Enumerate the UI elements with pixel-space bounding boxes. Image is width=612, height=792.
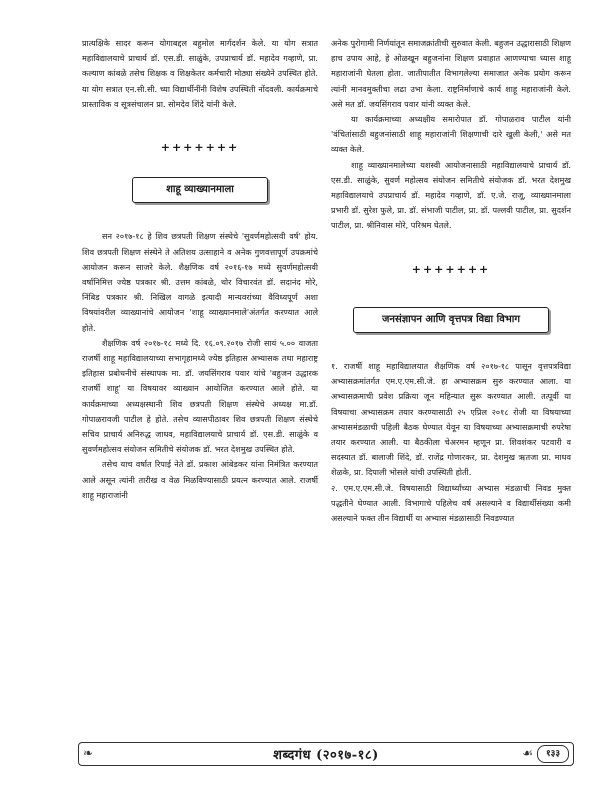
publication-title: शब्दगंध (२०१७-१८) — [273, 748, 379, 763]
numbered-paragraph: १. राजर्षी शाहू महाविद्यालयात शैक्षणिक वर्ष २०१७-१८ पासून वृत्तपत्रविद्या अभ्यासक्रमांतर्गत एम.ए.एम.सी.जे. हा अभ्यासक्रम सुरु करण्यात आला. या अभ्यासक्रमाची प्रवेश प्रक्रिया जून महिन्यात सुरू करण्यात आली. तत्पूर्वी या विषयाचा अभ्यासक्रम तयार करण्यासाठी २५ एप्रिल २०१८ रोजी या विषयाच्या अभ्यासमंडळाची पहिली बैठक घेण्यात येवून या विषयाच्या अभ्यासक्रमाची रुपरेषा तयार करण्यात आली. या बैठकीला चेअरमन म्हणून प्रा. शिवशंकर पटवारी व सदस्यात डॉ. बालाजी शिंदे, डॉ. राजेंद्र गोणारकर, प्रा. देशमुख ऋतजा प्रा. माधव शेळके, प्रा. दिपाली भोसले यांची उपस्थिती होती. — [331, 361, 571, 478]
section-heading-shahu-lecture-series: शाहू व्याख्यानमाला — [132, 177, 268, 203]
body-paragraph: या कार्यक्रमाच्या अध्यक्षीय समारोपात डॉ. गोपाळराव पाटील यांनी 'वंचितांसाठी बहुजनांसाठी शाहू महाराजांनी शिक्षणाची दारे खुली केली,' असे मत व्यक्त केले. — [331, 114, 571, 155]
page-footer — [78, 742, 574, 766]
body-paragraph: तसेच याच वर्षात रिपाई नेते डॉ. प्रकाश आंबेडकर यांना निमंत्रित करण्यात आले असून त्यांनी तारीख व वेळ मिळविण्यासाठी प्रयत्न करण्यात आले. राजर्षी शाहू महाराजांनी — [82, 459, 318, 500]
body-paragraph: शैक्षणिक वर्ष २०१७-१८ मध्ये दि. १६.०९.२०१७ रोजी सायं ५.०० वाजता राजर्षी शाहू महाविद्यालयाच्या सभागृहामध्ये ज्येष्ठ इतिहास अभ्यासक तथा महाराष्ट्र इतिहास प्रबोधनीचे संस्थापक मा. डॉ. जयसिंगराव पवार यांचे 'बहुजन उद्धारक राजर्षी शाहू' या विषयावर व्याख्यान आयोजित करण्यात आले होते. या कार्यक्रमाच्या अध्यक्षस्थानी शिव छत्रपती शिक्षण संस्थेचे अध्यक्ष मा.डॉ. गोपाळरावजी पाटील हे होते. तसेच व्यासपीठावर शिव छत्रपती शिक्षण संस्थेचे सचिव प्राचार्य अनिरुद्ध जाधव, महाविद्यालयाचे प्राचार्य डॉ. एस.डी. साळुंके व सुवर्णमहोत्सव संयोजन समितीचे संयोजक डॉ. भरत देशमुख उपस्थित होते. — [82, 337, 318, 455]
section-divider-stars: +++++++ — [160, 141, 240, 155]
numbered-paragraph: २. एम.ए.एम.सी.जे. विषयासाठी विद्यार्थ्यांच्या अभ्यास मंडळाची निवड मुक्त पद्धतीने घेण्यात आली. विभागाचे पहिलेच वर्ष असल्याने व विद्यार्थीसंख्या कमी असल्याने फक्त तीन विद्यार्थी या अभ्यास मंडळासाठी निवडण्यात — [331, 482, 571, 524]
section-divider-stars: +++++++ — [411, 262, 491, 276]
section-heading-journalism-department: जनसंज्ञापन आणि वृत्तपत्र विद्या विभाग — [353, 307, 549, 333]
right-column — [331, 36, 571, 526]
body-paragraph: शाहू व्याख्यानमालेच्या यशस्वी आयोजनासाठी महाविद्यालयाचे प्राचार्य डॉ. एस.डी. साळुंके, सुवर्ण महोत्सव संयोजन समितीचे संयोजक डॉ. भरत देशमुख महाविद्यालयाचे उपप्राचार्य डॉ. महादेव गव्हाणे, डॉ. ए.जे. राजू, व्याख्यानमाला प्रभारी डॉ. सुरेश फुले, प्रा. डॉ. संभाजी पाटील, प्रा. डॉ. पल्लवी पाटील, प्रा. सुदर्शन पाटील, प्रा. श्रीनिवास मोरे, परिश्रम घेतले. — [331, 159, 571, 231]
ornament-icon: ☙ — [522, 746, 533, 760]
body-paragraph: अनेक पुरोगामी निर्णयांतून समाजक्रांतीची सुरुवात केली. बहुजन उद्धारासाठी शिक्षण हाच उपाय आहे, हे ओळखून बहुजनांना शिक्षण प्रवाहात आणण्याचा ध्यास शाहू महाराजांनी घेतला होता. जातीपातीत विभागलेल्या समाजात अनेक प्रयोग करून त्यांनी मानवमुक्तीचा लढा उभा केला. राष्ट्रनिर्माणाचे कार्य शाहू महाराजांनी केले. असे मत डॉ. जयसिंगराव पवार यांनी व्यक्त केले. — [331, 38, 571, 109]
left-column — [82, 36, 318, 503]
body-paragraph: सन २०१७-१८ हे शिव छत्रपती शिक्षण संस्थेचे 'सुवर्णमहोत्सवी वर्ष' होय. शिव छत्रपती शिक्षण संस्थेने ते अतिशय उत्साहाने व अनेक गुणवत्तापूर्ण उपक्रमांचे आयोजन करून साजरे केले. शैक्षणिक वर्ष २०१६-१७ मध्ये सुवर्णमहोत्सवी वर्षानिमित्त ज्येष्ठ पत्रकार श्री. उत्तम कांबळे, थोर विचारवंत डॉ. सदानंद मोरे, निंबिड पत्रकार श्री. निखिल वागळे इत्यादी मान्यवरांच्या वैविध्यपूर्ण अशा विषयांवरील व्याख्यानांचे आयोजन 'शाहू व्याख्यानमाले'अंतर्गत करण्यात आले होते. — [82, 231, 318, 333]
page-number: १३३ — [537, 745, 569, 763]
body-paragraph: प्रात्यक्षिके सादर करून योगाबद्दल बहुमोल मार्गदर्शन केले. या योग सत्रात महाविद्यालयाचे प्राचार्य डॉ. एस.डी. साळुंके, उपप्राचार्य डॉ. महादेव गव्हाणे, प्रा. कल्याण कांबळे तसेच शिक्षक व शिक्षकेतर कर्मचारी मोठ्या संख्येने उपस्थित होते. या योग सत्रात एन.सी.सी. च्या विद्यार्थीनींनी विशेष उपस्थिती नोंदवली. कार्यक्रमाचे प्रास्ताविक व सूत्रसंचालन प्रा. सोमदेव शिंदे यांनी केले. — [82, 38, 318, 109]
ornament-icon: ❧ — [83, 746, 94, 760]
